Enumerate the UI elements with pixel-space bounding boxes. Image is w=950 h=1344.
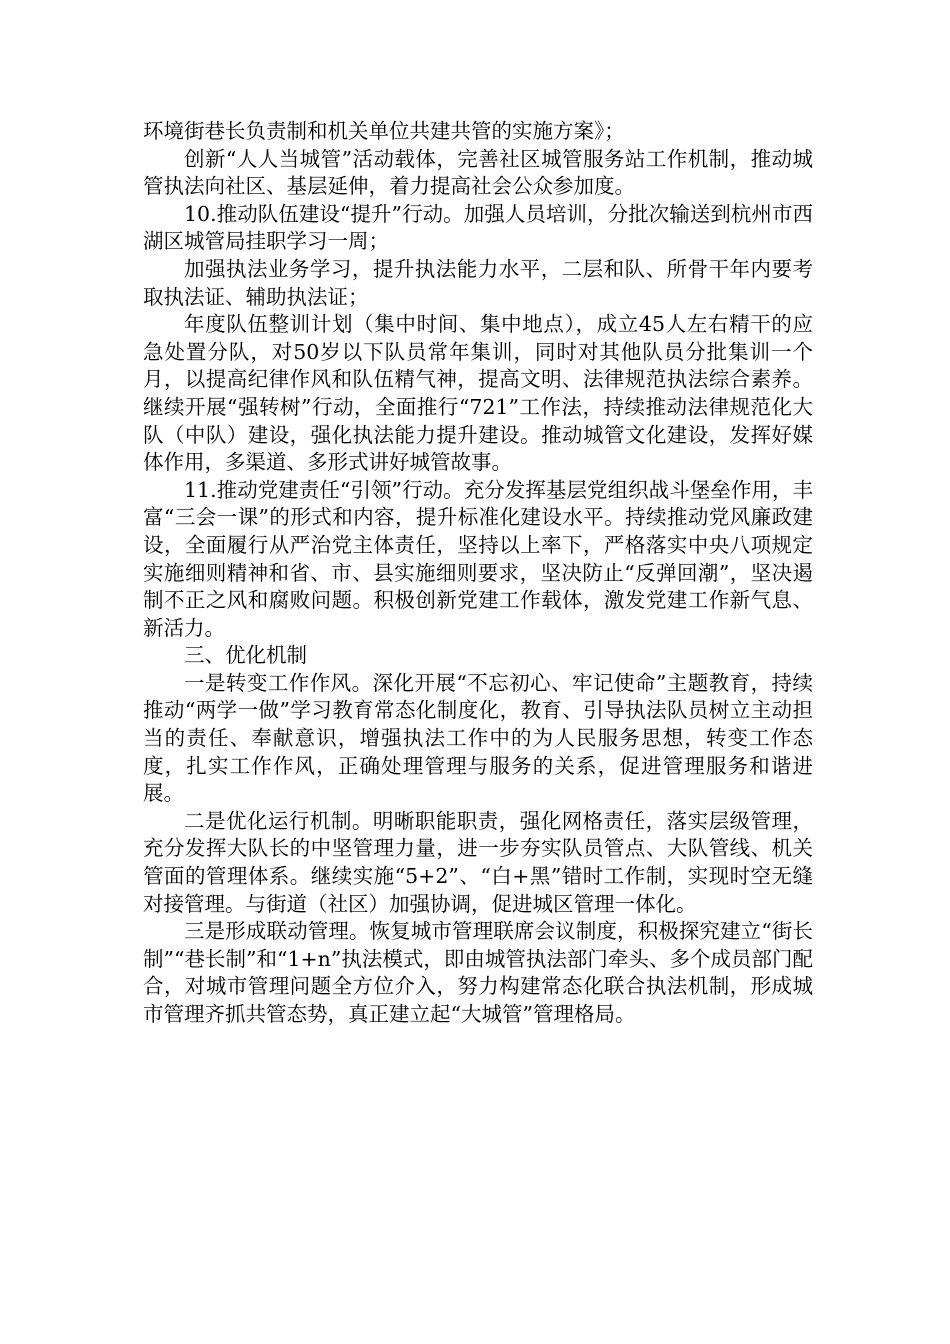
paragraph-law-enforcement-study: 加强执法业务学习，提升执法能力水平，二层和队、所骨干年内要考取执法证、辅助执法证；: [143, 256, 813, 309]
paragraph-work-style: 一是转变工作作风。深化开展“不忘初心、牢记使命”主题教育，持续推动“两学一做”学习教育常态化制度化，教育、引导执法队员树立主动担当的责任、奉献意识，增强执法工作中的为人民服务思想，转变工作态度，扎实工作作风，正确处理管理与服务的关系，促进管理服务和谐进展。: [143, 670, 813, 806]
paragraph-item-11: 11.推动党建责任“引领”行动。充分发挥基层党组织战斗堡垒作用，丰富“三会一课”的形式和内容，提升标准化建设水平。持续推动党风廉政建设，全面履行从严治党主体责任，坚持以上率下，严格落实中央八项规定实施细则精神和省、市、县实施细则要求，坚决防止“反弹回潮”，坚决遏制不正之风和腐败问题。积极创新党建工作载体，激发党建工作新气息、新活力。: [143, 477, 813, 640]
paragraph-community-service: 创新“人人当城管”活动载体，完善社区城管服务站工作机制，推动城管执法向社区、基层延伸，着力提高社会公众参加度。: [143, 146, 813, 199]
paragraph-operating-mechanism: 二是优化运行机制。明晰职能职责，强化网格责任，落实层级管理，充分发挥大队长的中坚管理力量，进一步夯实队员管点、大队管线、机关管面的管理体系。继续实施“5+2”、“白+黑”错时工作制，实现时空无缝对接管理。与街道（社区）加强协调，促进城区管理一体化。: [143, 808, 813, 916]
paragraph-item-10: 10.推动队伍建设“提升”行动。加强人员培训，分批次输送到杭州市西湖区城管局挂职学习一周；: [143, 201, 813, 254]
section-heading-optimize-mechanism: 三、优化机制: [184, 643, 307, 668]
paragraph-annual-training-plan: 年度队伍整训计划（集中时间、集中地点），成立45人左右精干的应急处置分队，对50岁以下队员常年集训，同时对其他队员分批集训一个月，以提高纪律作风和队伍精气神，提高文明、法律规范执法综合素养。继续开展“强转树”行动，全面推行“721”工作法，持续推动法律规范化大队（中队）建设，强化执法能力提升建设。推动城管文化建设，发挥好媒体作用，多渠道、多形式讲好城管故事。: [143, 312, 813, 475]
paragraph-linkage-management: 三是形成联动管理。恢复城市管理联席会议制度，积极探究建立“街长制”“巷长制”和“1+n”执法模式，即由城管执法部门牵头、多个成员部门配合，对城市管理问题全方位介入，努力构建常态化联合执法机制，形成城市管理齐抓共管态势，真正建立起“大城管”管理格局。: [143, 919, 813, 1026]
document-body: [143, 118, 813, 1029]
paragraph-continuation: 环境街巷长负责制和机关单位共建共管的实施方案》；: [143, 119, 625, 143]
